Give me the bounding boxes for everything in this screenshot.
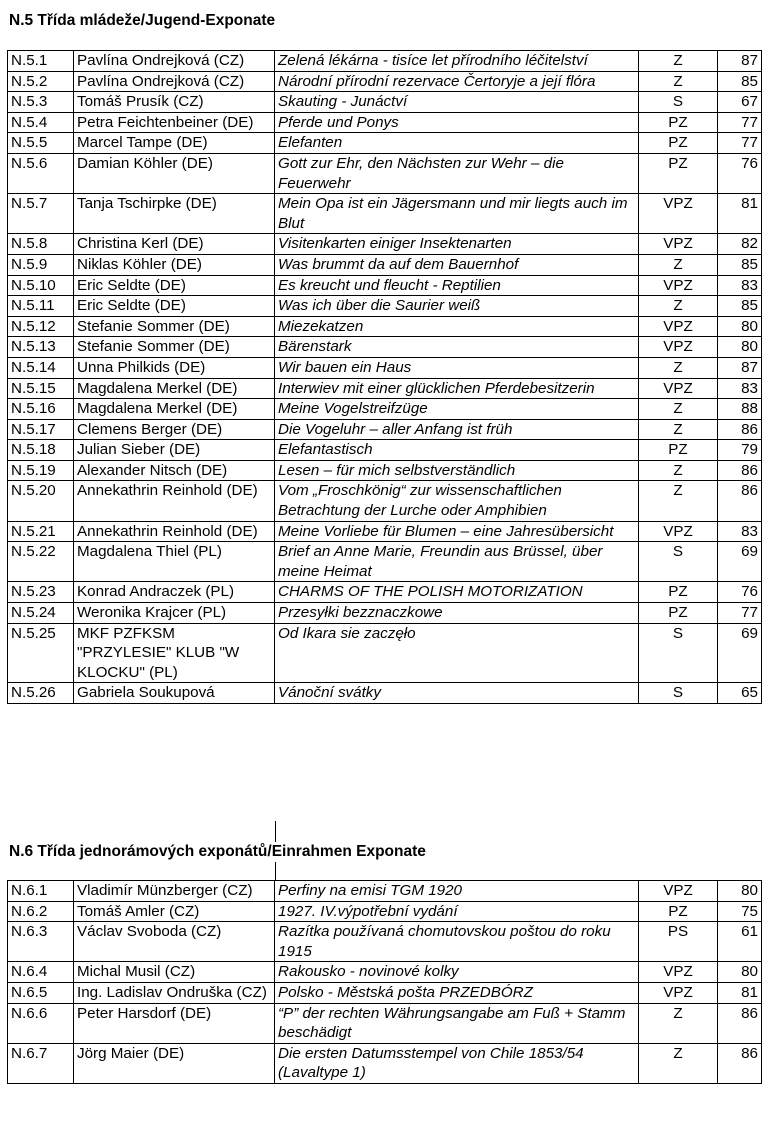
exhibit-number: N.5.9 (8, 254, 74, 275)
points-score: 77 (718, 603, 762, 624)
exhibit-number: N.5.25 (8, 623, 74, 683)
points-score: 67 (718, 92, 762, 113)
exhibit-number: N.5.7 (8, 194, 74, 234)
table-row (8, 603, 762, 624)
award-medal: S (639, 542, 718, 582)
table-row (8, 922, 762, 962)
exhibit-number: N.5.6 (8, 153, 74, 193)
award-medal: VPZ (639, 275, 718, 296)
exhibitor-name: Petra Feichtenbeiner (DE) (74, 112, 275, 133)
award-medal: Z (639, 71, 718, 92)
points-score: 61 (718, 922, 762, 962)
exhibitor-name: Václav Svoboda (CZ) (74, 922, 275, 962)
exhibit-title: Elefantastisch (275, 440, 639, 461)
table-row (8, 296, 762, 317)
points-score: 85 (718, 71, 762, 92)
table-row (8, 542, 762, 582)
table-row (8, 460, 762, 481)
table-row (8, 133, 762, 154)
table-row (8, 254, 762, 275)
points-score: 79 (718, 440, 762, 461)
award-medal: PS (639, 922, 718, 962)
exhibit-number: N.5.26 (8, 683, 74, 704)
exhibitor-name: Unna Philkids (DE) (74, 357, 275, 378)
exhibit-title: Vom „Froschkönig“ zur wissenschaftlichen Betrachtung der Lurche oder Amphibien (275, 481, 639, 521)
award-medal: Z (639, 399, 718, 420)
table-row (8, 357, 762, 378)
exhibit-number: N.5.5 (8, 133, 74, 154)
award-medal: PZ (639, 440, 718, 461)
award-medal: VPZ (639, 337, 718, 358)
exhibit-number: N.5.24 (8, 603, 74, 624)
points-score: 87 (718, 51, 762, 72)
points-score: 83 (718, 378, 762, 399)
exhibitor-name: Eric Seldte (DE) (74, 275, 275, 296)
column-divider-line (275, 821, 276, 842)
exhibitor-name: Magdalena Merkel (DE) (74, 399, 275, 420)
exhibitor-name: Christina Kerl (DE) (74, 234, 275, 255)
exhibitor-name: Stefanie Sommer (DE) (74, 316, 275, 337)
points-score: 82 (718, 234, 762, 255)
exhibit-title: Visitenkarten einiger Insektenarten (275, 234, 639, 255)
points-score: 81 (718, 982, 762, 1003)
award-medal: Z (639, 419, 718, 440)
exhibit-title: Rakousko - novinové kolky (275, 962, 639, 983)
exhibit-title: “P” der rechten Währungsangabe am Fuß + Stamm beschädigt (275, 1003, 639, 1043)
exhibitor-name: Weronika Krajcer (PL) (74, 603, 275, 624)
award-medal: S (639, 623, 718, 683)
exhibitor-name: Damian Köhler (DE) (74, 153, 275, 193)
award-medal: PZ (639, 901, 718, 922)
award-medal: VPZ (639, 521, 718, 542)
exhibit-title: Elefanten (275, 133, 639, 154)
points-score: 65 (718, 683, 762, 704)
table-row (8, 901, 762, 922)
exhibitor-name: Alexander Nitsch (DE) (74, 460, 275, 481)
exhibit-number: N.6.6 (8, 1003, 74, 1043)
award-medal: Z (639, 1043, 718, 1083)
award-medal: Z (639, 254, 718, 275)
table-row (8, 92, 762, 113)
points-score: 80 (718, 316, 762, 337)
exhibit-title: Wir bauen ein Haus (275, 357, 639, 378)
table-row (8, 962, 762, 983)
exhibit-title: Zelená lékárna - tisíce let přírodního léčitelství (275, 51, 639, 72)
exhibitor-name: Magdalena Merkel (DE) (74, 378, 275, 399)
points-score: 83 (718, 275, 762, 296)
exhibit-title: Lesen – für mich selbstverständlich (275, 460, 639, 481)
award-medal: Z (639, 1003, 718, 1043)
exhibitor-name: Magdalena Thiel (PL) (74, 542, 275, 582)
award-medal: VPZ (639, 234, 718, 255)
exhibit-number: N.6.5 (8, 982, 74, 1003)
exhibitor-name: Vladimír Münzberger (CZ) (74, 881, 275, 902)
award-medal: PZ (639, 133, 718, 154)
award-medal: Z (639, 51, 718, 72)
table-row (8, 982, 762, 1003)
exhibit-title: Brief an Anne Marie, Freundin aus Brüssel, über meine Heimat (275, 542, 639, 582)
award-medal: Z (639, 296, 718, 317)
table-row (8, 234, 762, 255)
results-table-one-frame (7, 880, 762, 1084)
exhibit-title: Od Ikara sie zaczęło (275, 623, 639, 683)
table-row (8, 582, 762, 603)
exhibit-number: N.5.3 (8, 92, 74, 113)
table-row (8, 337, 762, 358)
exhibitor-name: Julian Sieber (DE) (74, 440, 275, 461)
exhibit-title: Przesyłki bezznaczkowe (275, 603, 639, 624)
exhibit-title: Razítka používaná chomutovskou poštou do roku 1915 (275, 922, 639, 962)
exhibitor-name: Annekathrin Reinhold (DE) (74, 481, 275, 521)
exhibit-title: Die ersten Datumsstempel von Chile 1853/54 (Lavaltype 1) (275, 1043, 639, 1083)
results-table-body (8, 881, 762, 1084)
exhibit-number: N.5.23 (8, 582, 74, 603)
exhibit-number: N.5.19 (8, 460, 74, 481)
exhibitor-name: Konrad Andraczek (PL) (74, 582, 275, 603)
table-row (8, 419, 762, 440)
exhibitor-name: Niklas Köhler (DE) (74, 254, 275, 275)
award-medal: PZ (639, 582, 718, 603)
exhibit-title: Pferde und Ponys (275, 112, 639, 133)
points-score: 83 (718, 521, 762, 542)
award-medal: VPZ (639, 982, 718, 1003)
points-score: 75 (718, 901, 762, 922)
exhibitor-name: Tomáš Prusík (CZ) (74, 92, 275, 113)
exhibit-number: N.5.14 (8, 357, 74, 378)
exhibit-title: Gott zur Ehr, den Nächsten zur Wehr – die Feuerwehr (275, 153, 639, 193)
table-row (8, 1003, 762, 1043)
exhibit-title: Es kreucht und fleucht - Reptilien (275, 275, 639, 296)
exhibit-number: N.5.18 (8, 440, 74, 461)
exhibit-title: 1927. IV.výpotřební vydání (275, 901, 639, 922)
exhibit-title: Skauting - Junáctví (275, 92, 639, 113)
points-score: 77 (718, 112, 762, 133)
exhibit-title: Národní přírodní rezervace Čertoryje a její flóra (275, 71, 639, 92)
exhibit-title: Die Vogeluhr – aller Anfang ist früh (275, 419, 639, 440)
results-table-youth (7, 50, 762, 704)
table-row (8, 71, 762, 92)
exhibitor-name: Tomáš Amler (CZ) (74, 901, 275, 922)
exhibit-number: N.5.4 (8, 112, 74, 133)
table-row (8, 683, 762, 704)
exhibitor-name: Stefanie Sommer (DE) (74, 337, 275, 358)
award-medal: VPZ (639, 378, 718, 399)
column-divider-line (275, 862, 276, 880)
exhibit-number: N.5.1 (8, 51, 74, 72)
award-medal: VPZ (639, 316, 718, 337)
table-row (8, 378, 762, 399)
exhibit-title: Interwiev mit einer glücklichen Pferdebesitzerin (275, 378, 639, 399)
exhibit-title: Was ich über die Saurier weiß (275, 296, 639, 317)
points-score: 86 (718, 481, 762, 521)
points-score: 76 (718, 153, 762, 193)
exhibit-title: Perfiny na emisi TGM 1920 (275, 881, 639, 902)
table-row (8, 521, 762, 542)
award-medal: PZ (639, 112, 718, 133)
exhibit-number: N.6.4 (8, 962, 74, 983)
award-medal: VPZ (639, 194, 718, 234)
exhibitor-name: Gabriela Soukupová (74, 683, 275, 704)
exhibit-number: N.6.1 (8, 881, 74, 902)
exhibit-number: N.5.21 (8, 521, 74, 542)
exhibit-title: CHARMS OF THE POLISH MOTORIZATION (275, 582, 639, 603)
exhibitor-name: MKF PZFKSM "PRZYLESIE" KLUB "W KLOCKU" (PL) (74, 623, 275, 683)
table-row (8, 275, 762, 296)
exhibit-number: N.5.15 (8, 378, 74, 399)
exhibit-title: Meine Vogelstreifzüge (275, 399, 639, 420)
points-score: 80 (718, 962, 762, 983)
points-score: 87 (718, 357, 762, 378)
table-row (8, 1043, 762, 1083)
exhibit-number: N.5.10 (8, 275, 74, 296)
points-score: 85 (718, 296, 762, 317)
table-row (8, 153, 762, 193)
points-score: 86 (718, 419, 762, 440)
exhibit-number: N.5.12 (8, 316, 74, 337)
table-row (8, 881, 762, 902)
exhibit-title: Vánoční svátky (275, 683, 639, 704)
award-medal: VPZ (639, 881, 718, 902)
exhibit-number: N.6.2 (8, 901, 74, 922)
award-medal: S (639, 683, 718, 704)
points-score: 81 (718, 194, 762, 234)
exhibit-title: Bärenstark (275, 337, 639, 358)
exhibitor-name: Pavlína Ondrejková (CZ) (74, 51, 275, 72)
table-row (8, 399, 762, 420)
exhibit-number: N.5.11 (8, 296, 74, 317)
exhibit-number: N.6.7 (8, 1043, 74, 1083)
points-score: 80 (718, 337, 762, 358)
table-row (8, 194, 762, 234)
exhibitor-name: Marcel Tampe (DE) (74, 133, 275, 154)
exhibit-title: Mein Opa ist ein Jägersmann und mir liegts auch im Blut (275, 194, 639, 234)
table-row (8, 51, 762, 72)
results-table-body (8, 51, 762, 704)
points-score: 86 (718, 1043, 762, 1083)
table-row (8, 481, 762, 521)
points-score: 80 (718, 881, 762, 902)
exhibitor-name: Jörg Maier (DE) (74, 1043, 275, 1083)
exhibit-title: Polsko - Městská pošta PRZEDBÓRZ (275, 982, 639, 1003)
table-row (8, 316, 762, 337)
exhibit-title: Miezekatzen (275, 316, 639, 337)
points-score: 85 (718, 254, 762, 275)
award-medal: PZ (639, 603, 718, 624)
points-score: 69 (718, 542, 762, 582)
award-medal: S (639, 92, 718, 113)
exhibit-number: N.5.17 (8, 419, 74, 440)
exhibitor-name: Peter Harsdorf (DE) (74, 1003, 275, 1043)
award-medal: Z (639, 460, 718, 481)
exhibitor-name: Eric Seldte (DE) (74, 296, 275, 317)
points-score: 77 (718, 133, 762, 154)
section-title-one-frame-class: N.6 Třída jednorámových exponátů/Einrahmen Exponate (9, 843, 426, 860)
exhibitor-name: Annekathrin Reinhold (DE) (74, 521, 275, 542)
award-medal: Z (639, 481, 718, 521)
exhibitor-name: Pavlína Ondrejková (CZ) (74, 71, 275, 92)
exhibit-number: N.6.3 (8, 922, 74, 962)
points-score: 76 (718, 582, 762, 603)
table-row (8, 623, 762, 683)
exhibit-number: N.5.22 (8, 542, 74, 582)
award-medal: VPZ (639, 962, 718, 983)
exhibit-number: N.5.8 (8, 234, 74, 255)
exhibit-title: Was brummt da auf dem Bauernhof (275, 254, 639, 275)
table-row (8, 440, 762, 461)
points-score: 69 (718, 623, 762, 683)
exhibit-number: N.5.13 (8, 337, 74, 358)
award-medal: PZ (639, 153, 718, 193)
exhibit-number: N.5.2 (8, 71, 74, 92)
exhibitor-name: Clemens Berger (DE) (74, 419, 275, 440)
exhibit-number: N.5.16 (8, 399, 74, 420)
section-title-youth-class: N.5 Třída mládeže/Jugend-Exponate (9, 12, 276, 29)
points-score: 88 (718, 399, 762, 420)
award-medal: Z (639, 357, 718, 378)
points-score: 86 (718, 460, 762, 481)
exhibit-number: N.5.20 (8, 481, 74, 521)
exhibit-title: Meine Vorliebe für Blumen – eine Jahresübersicht (275, 521, 639, 542)
exhibitor-name: Tanja Tschirpke (DE) (74, 194, 275, 234)
points-score: 86 (718, 1003, 762, 1043)
exhibitor-name: Ing. Ladislav Ondruška (CZ) (74, 982, 275, 1003)
table-row (8, 112, 762, 133)
exhibitor-name: Michal Musil (CZ) (74, 962, 275, 983)
